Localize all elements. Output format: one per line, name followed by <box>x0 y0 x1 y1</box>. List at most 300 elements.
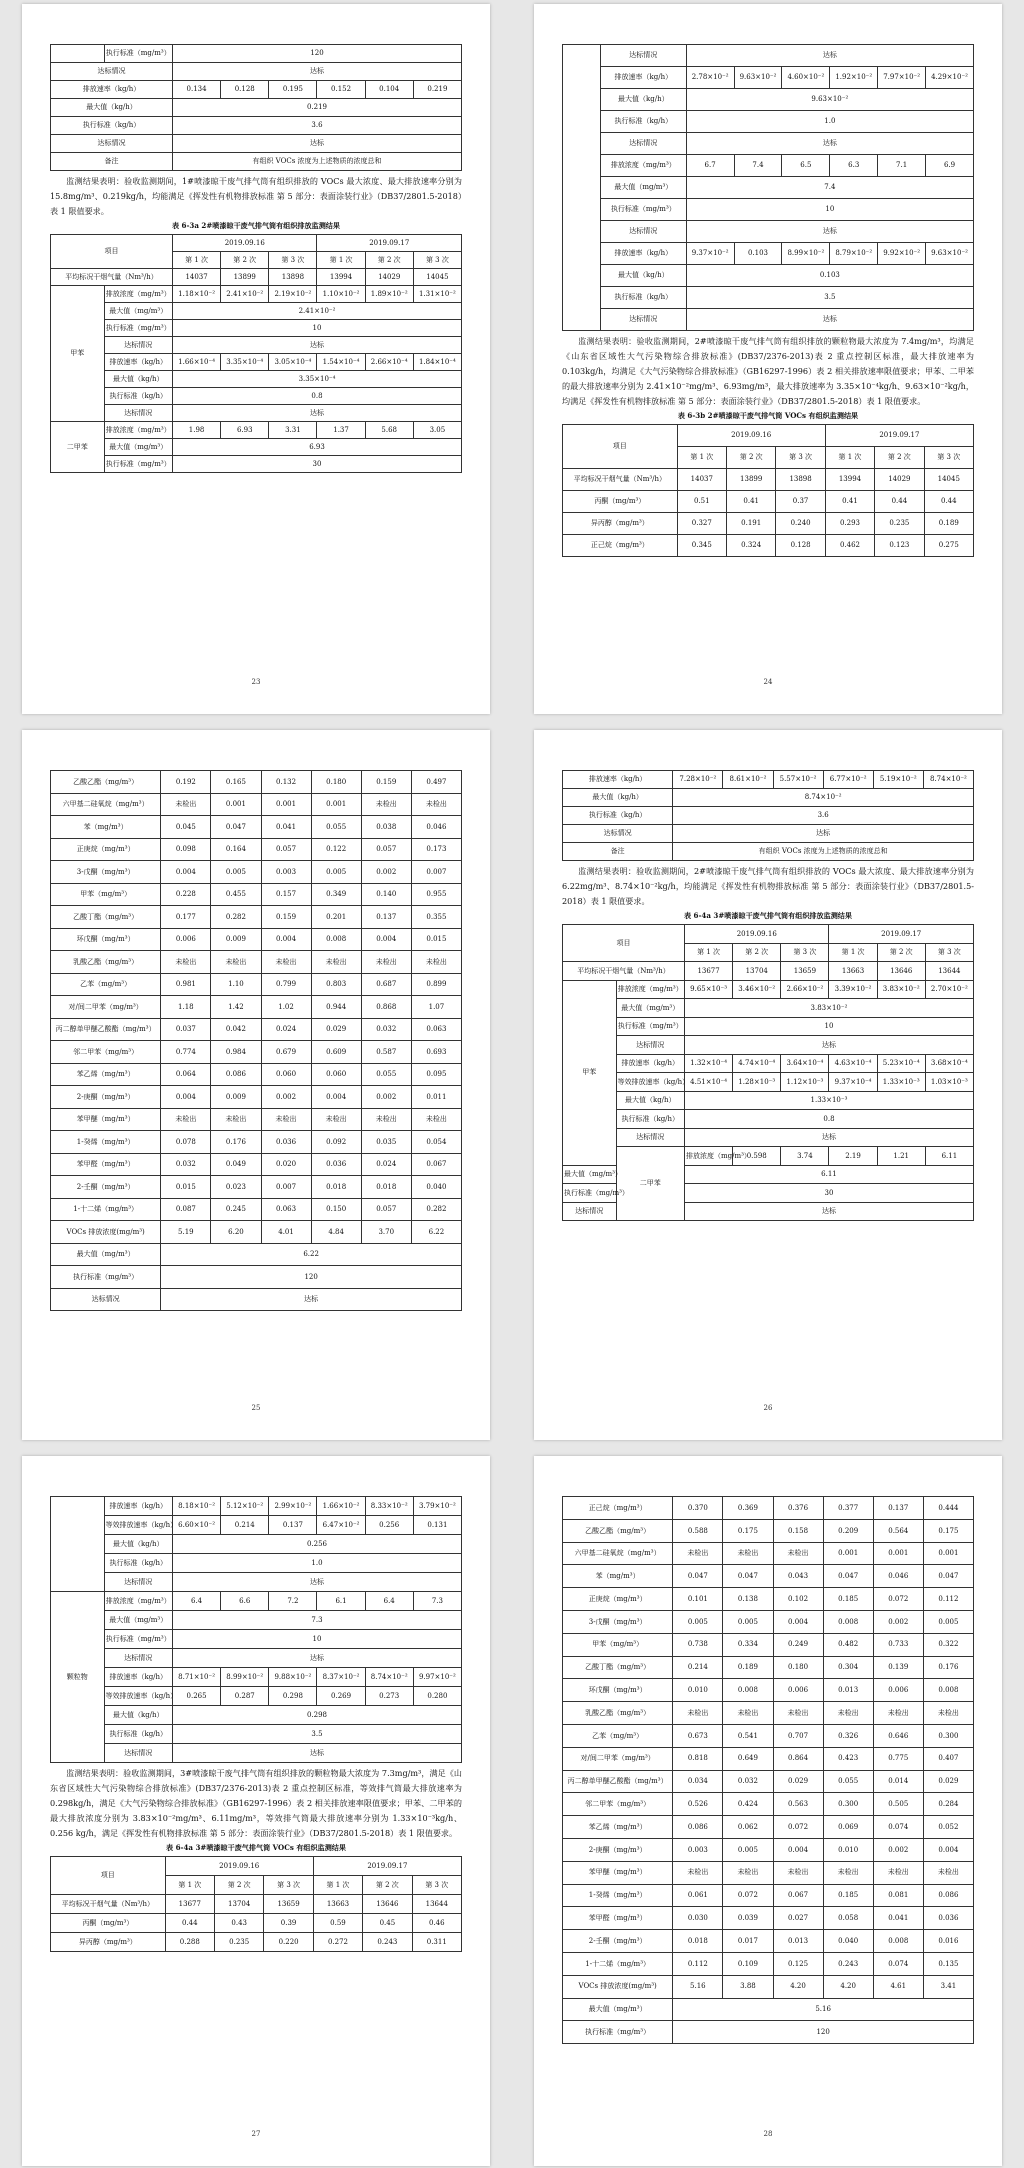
table-cell: 达标情况 <box>600 309 686 331</box>
table-cell: 2.99×10⁻² <box>269 1497 317 1516</box>
table-cell: 0.44 <box>875 491 924 513</box>
table-cell: 0.062 <box>723 1816 773 1839</box>
table-cell: 0.086 <box>673 1816 723 1839</box>
table-cell: 0.054 <box>411 1131 461 1154</box>
table-cell: 第 3 次 <box>925 943 973 962</box>
table-cell: 未检出 <box>411 951 461 974</box>
table-cell: 最大值（mg/m³） <box>563 1165 617 1184</box>
table-cell: 0.086 <box>211 1063 261 1086</box>
table-cell: 0.032 <box>361 1018 411 1041</box>
table-cell: 2.19 <box>829 1147 877 1166</box>
table-cell: 0.004 <box>773 1838 823 1861</box>
table-cell: 未检出 <box>873 1702 923 1725</box>
table-cell: 排放浓度（mg/m³） <box>685 1147 733 1166</box>
table-cell: 异丙醇（mg/m³） <box>51 1933 166 1952</box>
table-cell: 排放速率（kg/h） <box>563 771 673 789</box>
table-cell: 0.134 <box>173 81 221 99</box>
page-25 <box>22 730 490 1440</box>
table-cell: 0.219 <box>413 81 461 99</box>
table-cell: 苯乙烯（mg/m³） <box>563 1816 673 1839</box>
table-cell: 第 3 次 <box>264 1876 313 1895</box>
table-cell: 0.057 <box>361 838 411 861</box>
table-cell: 0.462 <box>825 535 874 557</box>
table-cell: 4.29×10⁻² <box>926 67 974 89</box>
table-cell: 0.738 <box>673 1633 723 1656</box>
table-row <box>51 1153 462 1176</box>
table-cell: 乙酸丁酯（mg/m³） <box>563 1656 673 1679</box>
table-cell: 2019.09.17 <box>313 1857 461 1876</box>
table-cell: 6.22 <box>411 1221 461 1244</box>
table-cell: 执行标准（kg/h） <box>563 807 673 825</box>
table-cell: 3.6 <box>173 117 462 135</box>
table-row <box>563 535 974 557</box>
table-cell: 8.71×10⁻² <box>173 1668 221 1687</box>
table-cell: 13898 <box>776 469 825 491</box>
table-cell: 14029 <box>875 469 924 491</box>
table-cell: 0.369 <box>723 1497 773 1520</box>
table-cell: 等效排放速率（kg/h） <box>104 1516 172 1535</box>
table-cell: 0.013 <box>773 1930 823 1953</box>
table-row <box>563 491 974 513</box>
table-cell: 1.66×10⁻⁴ <box>173 354 221 371</box>
table-cell: 3.83×10⁻² <box>877 980 925 999</box>
table-cell: 0.444 <box>923 1497 973 1520</box>
table-cell: 0.014 <box>873 1770 923 1793</box>
table-row <box>51 1243 462 1266</box>
table-cell: 备注 <box>51 153 173 171</box>
table-cell: 0.152 <box>317 81 365 99</box>
table-cell: 5.16 <box>673 1975 723 1998</box>
table-cell: 正己烷（mg/m³） <box>563 535 678 557</box>
table-cell: 9.63×10⁻² <box>926 243 974 265</box>
table-cell: 0.649 <box>723 1747 773 1770</box>
table-cell: 未检出 <box>161 951 211 974</box>
table-row <box>563 1633 974 1656</box>
table-row <box>51 1131 462 1154</box>
table-caption: 表 6-3b 2#喷漆晾干废气排气筒 VOCs 有组织监测结果 <box>677 411 859 420</box>
table-cell: 0.455 <box>211 883 261 906</box>
table-row <box>563 243 974 265</box>
table-cell: 1.28×10⁻³ <box>733 1073 781 1092</box>
table-cell: 6.4 <box>365 1592 413 1611</box>
table-cell: 8.18×10⁻² <box>173 1497 221 1516</box>
table-cell: 异丙醇（mg/m³） <box>563 513 678 535</box>
table-cell: 0.733 <box>873 1633 923 1656</box>
table-cell: 0.137 <box>873 1497 923 1520</box>
table-row <box>563 1747 974 1770</box>
table-cell: 3.39×10⁻² <box>829 980 877 999</box>
table-row <box>563 1656 974 1679</box>
table-row <box>563 1952 974 1975</box>
table-cell: 1-癸烯（mg/m³） <box>51 1131 161 1154</box>
table-cell: 未检出 <box>773 1702 823 1725</box>
table-cell: 0.282 <box>211 906 261 929</box>
data-table <box>50 44 462 171</box>
table-cell: 0.300 <box>823 1793 873 1816</box>
table-cell: 8.74×10⁻² <box>365 1668 413 1687</box>
table-cell: 0.45 <box>363 1914 412 1933</box>
table-cell: 达标情况 <box>104 1649 172 1668</box>
table-cell: 14037 <box>173 269 221 286</box>
table-cell: 0.245 <box>211 1198 261 1221</box>
table-cell: 第 1 次 <box>685 943 733 962</box>
table-cell: 未检出 <box>723 1542 773 1565</box>
table-cell: 苯甲醚（mg/m³） <box>563 1861 673 1884</box>
table-cell: 0.001 <box>823 1542 873 1565</box>
table-cell: 3-戊酮（mg/m³） <box>51 861 161 884</box>
table-row <box>563 1542 974 1565</box>
table-cell: 0.005 <box>311 861 361 884</box>
table-cell: 3.41 <box>923 1975 973 1998</box>
table-cell: 0.004 <box>161 861 211 884</box>
table-cell: 最大值（mg/m³） <box>563 1998 673 2021</box>
table-cell: 0.032 <box>723 1770 773 1793</box>
table-cell: 达标情况 <box>104 1744 172 1763</box>
table-row <box>563 1930 974 1953</box>
table-cell: 9.63×10⁻² <box>686 89 973 111</box>
table-cell: 0.201 <box>311 906 361 929</box>
table-cell: 执行标准（kg/h） <box>600 287 686 309</box>
table-cell: 4.63×10⁻⁴ <box>829 1054 877 1073</box>
table-cell: 0.587 <box>361 1041 411 1064</box>
table-cell: 4.20 <box>773 1975 823 1998</box>
table-cell: 8.74×10⁻² <box>673 789 974 807</box>
table-cell: 0.165 <box>211 771 261 794</box>
table-cell: 第 1 次 <box>173 252 221 269</box>
table-cell: 6.47×10⁻² <box>317 1516 365 1535</box>
table-cell: 2.41×10⁻² <box>173 303 462 320</box>
table-cell: 0.265 <box>173 1687 221 1706</box>
table-caption: 表 6-3a 2#喷漆晾干废气排气筒有组织排放监测结果 <box>171 221 340 230</box>
table-cell: 0.004 <box>311 1086 361 1109</box>
table-cell: 0.029 <box>923 1770 973 1793</box>
table-cell: 六甲基二硅氧烷（mg/m³） <box>563 1542 673 1565</box>
table-cell: 4.60×10⁻² <box>782 67 830 89</box>
table-cell: 13677 <box>685 962 733 981</box>
table-cell: 达标 <box>686 309 973 331</box>
table-cell: 乙苯（mg/m³） <box>51 973 161 996</box>
table-cell <box>563 45 601 331</box>
table-cell: 13644 <box>925 962 973 981</box>
table-cell: 0.078 <box>161 1131 211 1154</box>
table-row <box>51 1554 462 1573</box>
table-cell: 0.293 <box>825 513 874 535</box>
table-cell: 0.002 <box>361 1086 411 1109</box>
table-cell: 1.92×10⁻² <box>830 67 878 89</box>
table-cell: 0.355 <box>411 906 461 929</box>
table-cell: 0.024 <box>261 1018 311 1041</box>
table-cell: 0.009 <box>211 1086 261 1109</box>
table-cell: 9.63×10⁻² <box>734 67 782 89</box>
table-cell: 排放浓度（mg/m³） <box>600 155 686 177</box>
table-cell: 0.016 <box>923 1930 973 1953</box>
table-cell: 1-十二烯（mg/m³） <box>51 1198 161 1221</box>
table-cell: 未检出 <box>261 951 311 974</box>
table-cell: 0.006 <box>161 928 211 951</box>
table-cell: 未检出 <box>411 1108 461 1131</box>
data-table <box>50 1496 462 1763</box>
table-cell: 10 <box>173 320 462 337</box>
table-cell: 0.563 <box>773 1793 823 1816</box>
table-cell: 0.010 <box>823 1838 873 1861</box>
table-cell: 0.51 <box>677 491 726 513</box>
table-cell: 2019.09.16 <box>685 925 829 944</box>
table-cell: 0.304 <box>823 1656 873 1679</box>
table-cell: 达标情况 <box>600 221 686 243</box>
table-cell: 0.017 <box>723 1930 773 1953</box>
table-cell: 2-庚酮（mg/m³） <box>51 1086 161 1109</box>
table-cell: 达标 <box>161 1288 462 1311</box>
table-cell: 未检出 <box>673 1861 723 1884</box>
table-cell: 0.024 <box>361 1153 411 1176</box>
table-cell: VOCs 排放浓度(mg/m³) <box>51 1221 161 1244</box>
table-cell: 第 1 次 <box>165 1876 214 1895</box>
table-row <box>51 1221 462 1244</box>
table-cell: 0.037 <box>161 1018 211 1041</box>
table-cell: 0.018 <box>311 1176 361 1199</box>
table-cell: 0.377 <box>823 1497 873 1520</box>
table-cell: 0.074 <box>873 1952 923 1975</box>
table-cell: 0.220 <box>264 1933 313 1952</box>
table-cell: 0.214 <box>673 1656 723 1679</box>
table-cell: 第 3 次 <box>269 252 317 269</box>
table-row <box>563 177 974 199</box>
table-cell: 苯（mg/m³） <box>51 816 161 839</box>
table-cell: 0.424 <box>723 1793 773 1816</box>
data-table <box>562 44 974 331</box>
table-cell: 13899 <box>221 269 269 286</box>
table-cell: 最大值（kg/h） <box>51 99 173 117</box>
table-cell: 0.256 <box>173 1535 462 1554</box>
table-row <box>51 996 462 1019</box>
table-cell: 1.33×10⁻³ <box>685 1091 974 1110</box>
table-cell: 6.9 <box>926 155 974 177</box>
table-cell: 0.049 <box>211 1153 261 1176</box>
table-cell: 0.009 <box>211 928 261 951</box>
table-cell: 达标 <box>673 825 974 843</box>
table-row <box>51 320 462 337</box>
table-cell: 0.139 <box>873 1656 923 1679</box>
table-cell: 3.05×10⁻⁴ <box>269 354 317 371</box>
table-cell: 3.5 <box>173 1725 462 1744</box>
table-row <box>563 199 974 221</box>
table-cell: 达标 <box>173 337 462 354</box>
table-row <box>563 425 974 447</box>
table-cell: 达标情况 <box>104 1573 172 1592</box>
table-cell: 0.001 <box>211 793 261 816</box>
table-cell: 0.707 <box>773 1724 823 1747</box>
table-cell: 4.51×10⁻⁴ <box>685 1073 733 1092</box>
table-cell: 未检出 <box>411 793 461 816</box>
table-cell: 0.8 <box>173 388 462 405</box>
table-cell: 13659 <box>781 962 829 981</box>
table-row <box>51 99 462 117</box>
table-row <box>51 816 462 839</box>
table-cell: 0.687 <box>361 973 411 996</box>
page-26 <box>534 730 1002 1440</box>
table-cell: 0.060 <box>311 1063 361 1086</box>
table-cell: 0.018 <box>673 1930 723 1953</box>
table-row <box>51 286 462 303</box>
table-cell: 达标 <box>686 45 973 67</box>
table-cell: 0.036 <box>311 1153 361 1176</box>
table-row <box>51 456 462 473</box>
table-cell: 2-壬酮（mg/m³） <box>563 1930 673 1953</box>
table-cell: 6.11 <box>685 1165 974 1184</box>
table-cell: 最大值（mg/m³） <box>600 177 686 199</box>
table-cell: 甲苯 <box>51 286 105 422</box>
table-row <box>563 1017 974 1036</box>
table-cell: 0.036 <box>261 1131 311 1154</box>
table-cell: 达标 <box>173 63 462 81</box>
table-cell: 0.138 <box>723 1588 773 1611</box>
table-cell: 对/间二甲苯（mg/m³） <box>563 1747 673 1770</box>
table-cell: 乳酸乙酯（mg/m³） <box>563 1702 673 1725</box>
table-cell: 8.37×10⁻² <box>317 1668 365 1687</box>
table-cell: 13644 <box>412 1895 461 1914</box>
table-cell: 乳酸乙酯（mg/m³） <box>51 951 161 974</box>
table-cell: 排放速率（kg/h） <box>616 1054 684 1073</box>
result-paragraph: 监测结果表明：验收监测期间，2#喷漆晾干废气排气筒有组织排放的 VOCs 最大浓度、最大排放速率分别为 6.22mg/m³、8.74×10⁻²kg/h，均能满足《挥发性有机物排放标准 第 5 部分：表面涂装行业》（DB37/2801.5-2018）表 1 限值要求。 <box>562 866 974 906</box>
table-cell: 0.002 <box>873 1838 923 1861</box>
table-row <box>563 789 974 807</box>
table-cell: 3.05 <box>413 422 461 439</box>
table-cell: 最大值（kg/h） <box>600 265 686 287</box>
table-cell: 0.189 <box>723 1656 773 1679</box>
table-cell: 0.175 <box>723 1519 773 1542</box>
table-cell: 0.004 <box>261 928 311 951</box>
table-row <box>51 1516 462 1535</box>
table-cell: 甲苯 <box>563 980 617 1165</box>
table-row <box>51 337 462 354</box>
table-cell: 未检出 <box>261 1108 311 1131</box>
table-cell: 对/间二甲苯（mg/m³） <box>51 996 161 1019</box>
table-cell: 0.123 <box>875 535 924 557</box>
table-cell: 1.89×10⁻² <box>365 286 413 303</box>
table-cell: 达标情况 <box>51 63 173 81</box>
table-cell: 达标 <box>173 135 462 153</box>
table-cell: 9.88×10⁻² <box>269 1668 317 1687</box>
table-row <box>51 1063 462 1086</box>
table-cell: 0.588 <box>673 1519 723 1542</box>
table-cell: 未检出 <box>773 1542 823 1565</box>
table-cell: 第 2 次 <box>733 943 781 962</box>
page-number: 26 <box>763 1404 773 1412</box>
table-cell: 8.99×10⁻² <box>221 1668 269 1687</box>
table-cell: 5.57×10⁻² <box>773 771 823 789</box>
table-cell: 最大值（kg/h） <box>563 789 673 807</box>
table-row <box>563 1110 974 1129</box>
table-cell: 0.055 <box>361 1063 411 1086</box>
table-cell: 排放速率（kg/h） <box>104 1668 172 1687</box>
table-cell: 0.103 <box>734 243 782 265</box>
page-content <box>562 44 974 557</box>
table-cell: 6.1 <box>317 1592 365 1611</box>
table-row <box>51 1592 462 1611</box>
page-content <box>50 1496 462 1952</box>
table-cell: 0.001 <box>923 1542 973 1565</box>
table-cell: 排放浓度（mg/m³） <box>104 286 172 303</box>
table-cell: 六甲基二硅氧烷（mg/m³） <box>51 793 161 816</box>
table-row <box>51 1266 462 1289</box>
table-row <box>563 1036 974 1055</box>
table-cell: 8.61×10⁻² <box>723 771 773 789</box>
table-cell: 0.311 <box>412 1933 461 1952</box>
table-cell: 2019.09.17 <box>825 425 973 447</box>
table-row <box>563 1907 974 1930</box>
table-cell: 6.93 <box>173 439 462 456</box>
table-cell: 等效排放速率（kg/h） <box>104 1687 172 1706</box>
table-caption: 表 6-4a 3#喷漆晾干废气排气筒有组织排放监测结果 <box>683 911 852 920</box>
table-row <box>51 153 462 171</box>
table-cell: 0.497 <box>411 771 461 794</box>
table-cell: 0.298 <box>173 1706 462 1725</box>
table-cell: 项目 <box>563 925 685 962</box>
table-row <box>563 980 974 999</box>
table-row <box>563 1861 974 1884</box>
table-cell: 0.349 <box>311 883 361 906</box>
table-cell: 第 2 次 <box>363 1876 412 1895</box>
table-cell: 6.4 <box>173 1592 221 1611</box>
table-cell: 0.032 <box>161 1153 211 1176</box>
table-cell: 0.326 <box>823 1724 873 1747</box>
table-row <box>51 838 462 861</box>
table-cell: 13646 <box>363 1895 412 1914</box>
table-cell: 1.02 <box>261 996 311 1019</box>
table-cell: 0.157 <box>261 883 311 906</box>
table-cell: 达标 <box>173 1744 462 1763</box>
table-cell: 0.046 <box>873 1565 923 1588</box>
data-table <box>50 770 462 1311</box>
table-cell: 达标情况 <box>51 1288 161 1311</box>
table-cell: 120 <box>161 1266 462 1289</box>
table-cell: 第 1 次 <box>317 252 365 269</box>
table-cell: 13659 <box>264 1895 313 1914</box>
table-cell: 3.79×10⁻² <box>413 1497 461 1516</box>
table-cell: 1.98 <box>173 422 221 439</box>
table-cell: 0.047 <box>723 1565 773 1588</box>
table-cell: 未检出 <box>673 1542 723 1565</box>
table-cell: 未检出 <box>923 1861 973 1884</box>
table-cell: 0.609 <box>311 1041 361 1064</box>
result-paragraph: 监测结果表明：验收监测期间，2#喷漆晾干废气排气筒有组织排放的颗粒物最大浓度为 7.4mg/m³，均满足《山东省区域性大气污染物综合排放标准》(DB37/2376-2013)表 2 重点控制区标准，最大排放速率为 0.103kg/h，均满足《大气污染物综合排放标准》（GB16297-1996）表 2 相关排放速率限值要求；甲苯、二甲苯的最大排放速率分别为 2.41×10⁻²mg/m³、6.93mg/m³，最大排放速率为 3.35×10⁻⁴kg/h、9.63×10⁻²kg/h，均满足《挥发性有机物排放标准 第 5 部分：表面涂装行业》（DB37/2801.5-2018）表 1 限值要求。 <box>562 336 974 406</box>
table-row <box>563 2021 974 2044</box>
table-row <box>563 1497 974 1520</box>
table-cell: 执行标准（mg/m³） <box>104 456 172 473</box>
table-cell: 10 <box>685 1017 974 1036</box>
table-cell: 0.526 <box>673 1793 723 1816</box>
table-cell: 8.99×10⁻² <box>782 243 830 265</box>
table-cell: 0.282 <box>411 1198 461 1221</box>
table-cell: 0.137 <box>361 906 411 929</box>
table-cell: 0.052 <box>923 1816 973 1839</box>
table-cell: 0.132 <box>261 771 311 794</box>
table-cell: 0.069 <box>823 1816 873 1839</box>
table-cell: 2019.09.17 <box>317 235 462 252</box>
table-row <box>51 1535 462 1554</box>
table-cell: 6.22 <box>161 1243 462 1266</box>
table-cell: 0.173 <box>411 838 461 861</box>
table-cell: 0.955 <box>411 883 461 906</box>
table-cell: 达标情况 <box>600 133 686 155</box>
table-cell: 0.046 <box>411 816 461 839</box>
table-row <box>51 269 462 286</box>
table-cell: 1-十二烯（mg/m³） <box>563 1952 673 1975</box>
table-cell: 0.235 <box>875 513 924 535</box>
table-cell: 第 3 次 <box>781 943 829 962</box>
table-cell: 5.23×10⁻⁴ <box>877 1054 925 1073</box>
table-cell: 丙酮（mg/m³） <box>563 491 678 513</box>
